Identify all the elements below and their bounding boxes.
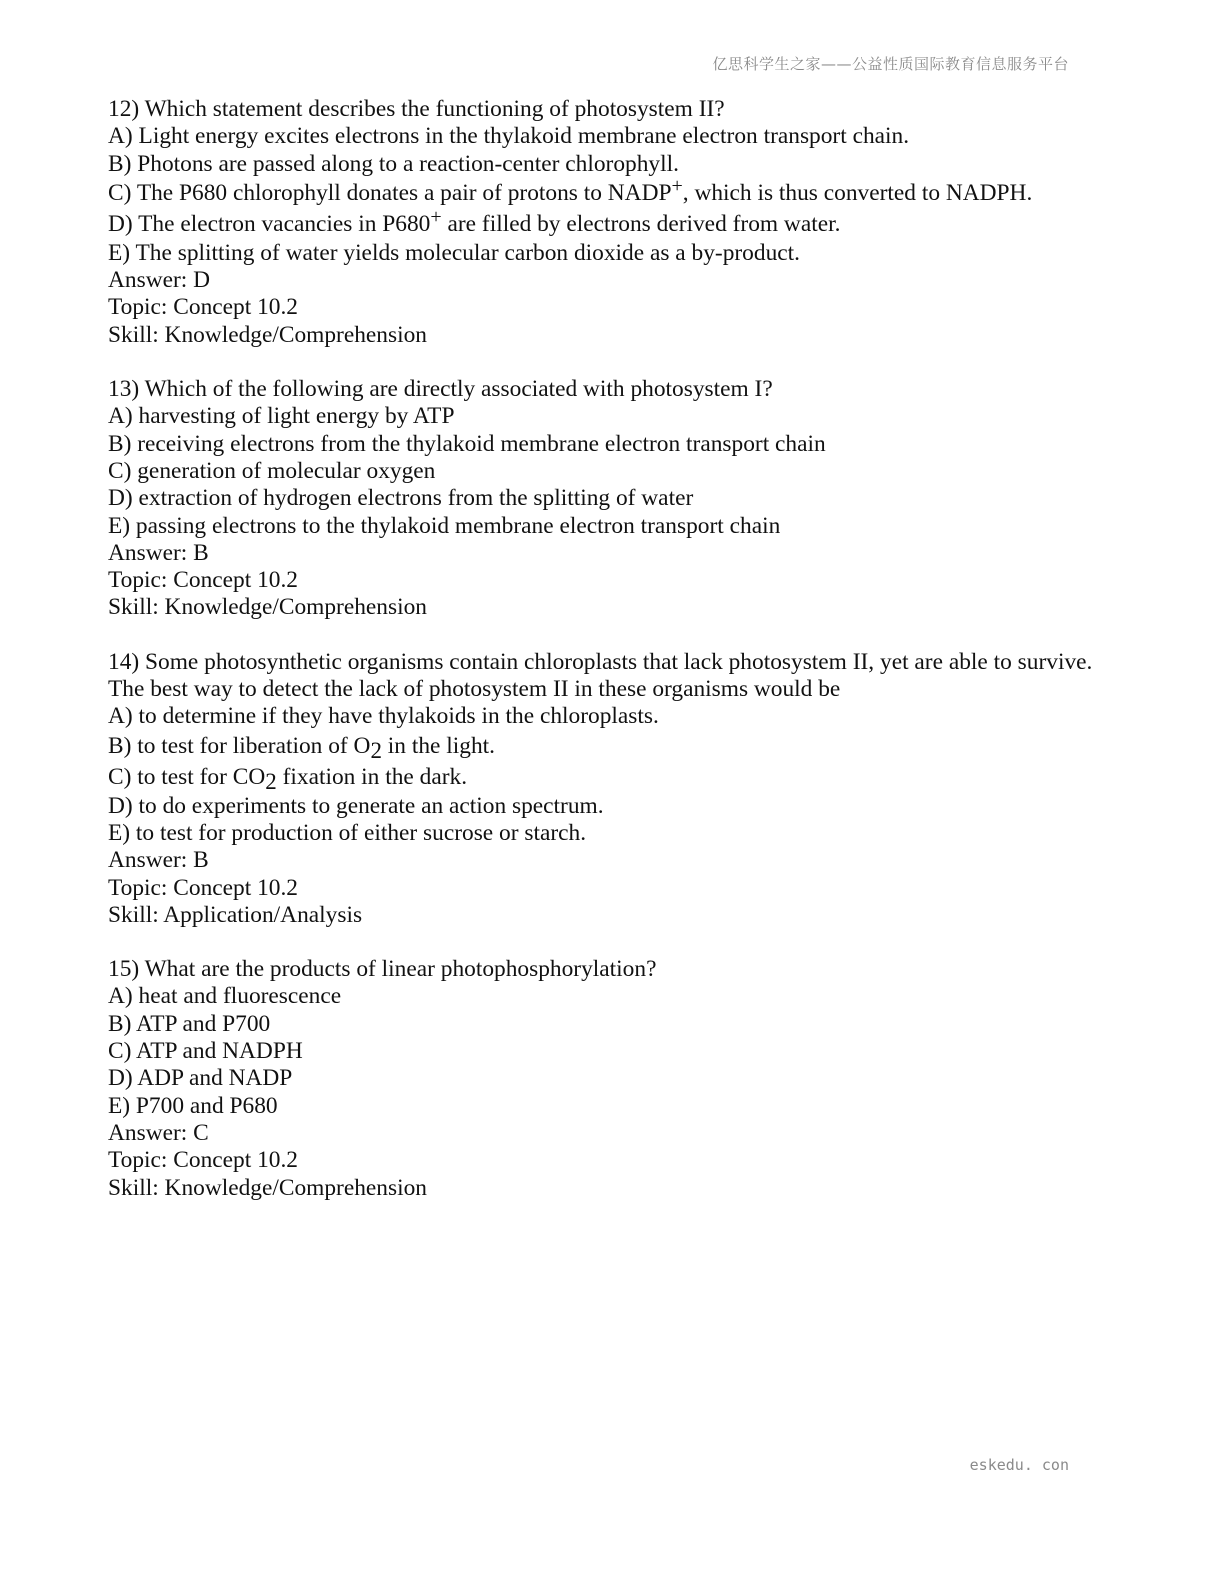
question-15: [108, 956, 1108, 1202]
question-stem: 12) Which statement describes the functioning of photosystem II?: [108, 96, 725, 122]
skill: Skill: Knowledge/Comprehension: [108, 594, 427, 621]
option-b: B) ATP and P700: [108, 1010, 271, 1037]
page-footer-watermark: eskedu. con: [969, 1456, 1069, 1474]
option-c: [108, 762, 1108, 793]
option-e: E) P700 and P680: [108, 1092, 278, 1119]
option-d-text: D) The electron vacancies in P680: [108, 210, 431, 237]
option-d: D) extraction of hydrogen electrons from the splitting of water: [108, 485, 694, 512]
page-header-watermark: 亿思科学生之家——公益性质国际教育信息服务平台: [712, 55, 1069, 73]
subscript-two: 2: [370, 737, 382, 763]
option-d-text-end: are filled by electrons derived from water.: [441, 210, 841, 237]
topic: Topic: Concept 10.2: [108, 874, 299, 901]
question-13: [108, 376, 1108, 622]
topic: Topic: Concept 10.2: [108, 294, 299, 321]
question-14: [108, 649, 1108, 929]
answer: Answer: D: [108, 267, 210, 294]
superscript-plus: +: [671, 174, 683, 197]
answer: Answer: B: [108, 539, 209, 566]
option-a: A) Light energy excites electrons in the thylakoid membrane electron transport chain.: [108, 123, 910, 150]
skill: Skill: Knowledge/Comprehension: [108, 321, 427, 348]
answer: Answer: C: [108, 1119, 209, 1146]
option-c-text: C) to test for CO: [108, 763, 266, 790]
answer: Answer: B: [108, 847, 209, 874]
option-e: E) to test for production of either sucrose or starch.: [108, 819, 587, 846]
question-12: [108, 96, 1108, 349]
option-c-text-end: , which is thus converted to NADPH.: [682, 179, 1033, 206]
question-stem: 15) What are the products of linear photophosphorylation?: [108, 956, 657, 983]
option-c: [108, 174, 1108, 209]
option-a: A) harvesting of light energy by ATP: [108, 403, 455, 430]
option-b: B) receiving electrons from the thylakoid membrane electron transport chain: [108, 430, 826, 457]
question-stem: 14) Some photosynthetic organisms contain chloroplasts that lack photosystem II, yet are able to survive. The best way to detect the lack of photosystem II in these organisms would be: [108, 648, 1093, 703]
option-c: C) ATP and NADPH: [108, 1038, 303, 1065]
topic: Topic: Concept 10.2: [108, 567, 299, 594]
option-c-text: C) The P680 chlorophyll donates a pair of protons to NADP: [108, 179, 672, 206]
option-b-text: B) to test for liberation of O: [108, 732, 371, 759]
question-stem: 13) Which of the following are directly associated with photosystem I?: [108, 376, 773, 403]
option-e: E) The splitting of water yields molecular carbon dioxide as a by-product.: [108, 239, 800, 266]
option-e: E) passing electrons to the thylakoid membrane electron transport chain: [108, 512, 781, 539]
skill: Skill: Knowledge/Comprehension: [108, 1174, 427, 1201]
option-d: [108, 205, 1108, 240]
subscript-two: 2: [265, 768, 277, 794]
superscript-plus: +: [430, 205, 442, 228]
option-d: D) ADP and NADP: [108, 1065, 293, 1092]
question-list: [108, 96, 1108, 1229]
option-a: A) to determine if they have thylakoids in the chloroplasts.: [108, 703, 659, 730]
skill: Skill: Application/Analysis: [108, 901, 363, 928]
option-b: [108, 731, 1108, 762]
option-b: B) Photons are passed along to a reaction-center chlorophyll.: [108, 150, 679, 177]
option-c-text-end: fixation in the dark.: [276, 763, 468, 790]
option-b-text-end: in the light.: [381, 732, 495, 759]
topic: Topic: Concept 10.2: [108, 1147, 299, 1174]
option-a: A) heat and fluorescence: [108, 983, 342, 1010]
option-c: C) generation of molecular oxygen: [108, 457, 436, 484]
option-d: D) to do experiments to generate an action spectrum.: [108, 792, 604, 819]
